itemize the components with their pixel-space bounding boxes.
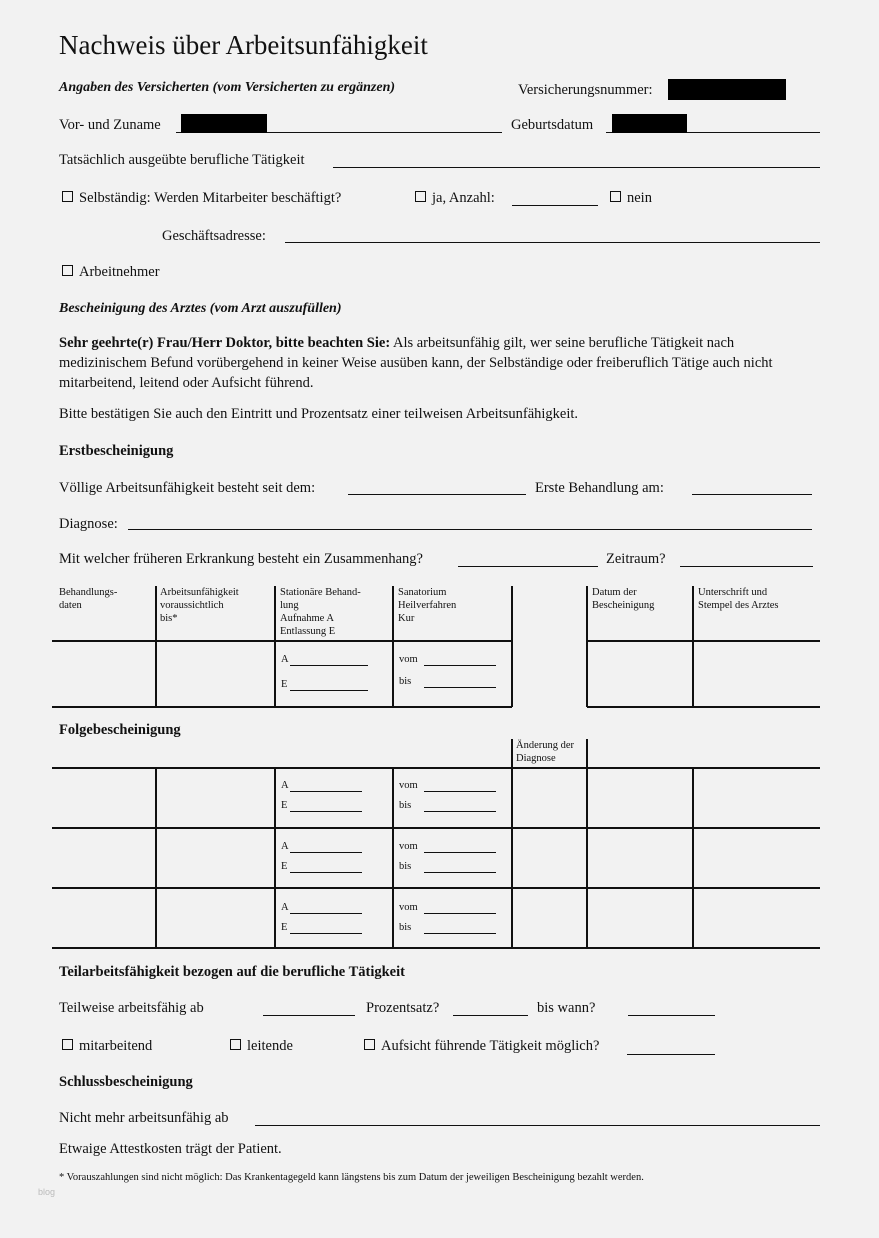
period-label: Zeitraum? (606, 551, 666, 567)
discharge-field[interactable] (290, 933, 362, 934)
diagnosis-label: Diagnose: (59, 516, 118, 532)
no-longer-label: Nicht mehr arbeitsunfähig ab (59, 1110, 229, 1126)
table-col-divider (586, 739, 588, 948)
table-rule (52, 640, 512, 642)
admission-field[interactable] (290, 791, 362, 792)
percentage-field[interactable] (453, 1015, 528, 1016)
full-incapacity-label: Völlige Arbeitsunfähigkeit besteht seit dem: (59, 480, 316, 496)
admission-label: A (281, 780, 289, 791)
table-col-divider (155, 586, 157, 707)
admission-label: A (281, 654, 289, 665)
from-label: vom (399, 780, 418, 791)
to-label: bis (399, 800, 412, 811)
discharge-label: E (281, 679, 288, 690)
table-rule (52, 827, 820, 829)
footnote: * Vorauszahlungen sind nicht möglich: Das Krankentagegeld kann längstens bis zum Datum der jeweiligen Bescheinigung bezahlt werden. (59, 1172, 644, 1183)
col-treatment-dates: Behandlungs- daten (59, 587, 118, 611)
insured-section-heading: Angaben des Versicherten (vom Versicherten zu ergänzen) (59, 80, 396, 95)
confirm-text: Bitte bestätigen Sie auch den Eintritt und Prozentsatz einer teilweisen Arbeitsunfähigkeit. (59, 406, 579, 422)
occupation-field[interactable] (333, 167, 820, 168)
supervising-label: Aufsicht führende Tätigkeit möglich? (381, 1038, 600, 1054)
full-incapacity-date-field[interactable] (348, 494, 526, 495)
from-field[interactable] (424, 913, 496, 914)
table-col-divider (511, 739, 513, 948)
to-label: bis (399, 922, 412, 933)
final-cert-heading: Schlussbescheinigung (59, 1074, 193, 1090)
to-field[interactable] (424, 687, 496, 688)
until-field[interactable] (628, 1015, 715, 1016)
name-label: Vor- und Zuname (59, 117, 161, 133)
discharge-label: E (281, 861, 288, 872)
from-label: vom (399, 841, 418, 852)
admission-label: A (281, 841, 289, 852)
selfemployed-label: Selbständig: Werden Mitarbeiter beschäftigt? (79, 190, 342, 206)
partial-fit-label: Teilweise arbeitsfähig ab (59, 1000, 204, 1016)
discharge-field[interactable] (290, 690, 368, 691)
business-address-field[interactable] (285, 242, 820, 243)
first-cert-heading: Erstbescheinigung (59, 443, 174, 459)
table-col-divider (274, 767, 276, 948)
col-cert-date: Datum der Bescheinigung (592, 587, 655, 611)
to-field[interactable] (424, 872, 496, 873)
page-title: Nachweis über Arbeitsunfähigkeit (59, 30, 428, 60)
doctor-section-heading: Bescheinigung des Arztes (vom Arzt auszufüllen) (59, 301, 342, 316)
business-address-label: Geschäftsadresse: (162, 228, 266, 244)
admission-field[interactable] (290, 852, 362, 853)
col-diagnosis-change: Änderung der Diagnose (516, 740, 575, 764)
table-col-divider (155, 767, 157, 948)
doctor-notice-bold: Sehr geehrte(r) Frau/Herr Doktor, bitte beachten Sie: (59, 335, 391, 351)
admission-field[interactable] (290, 913, 362, 914)
no-label: nein (627, 190, 652, 206)
col-signature: Unterschrift und Stempel des Arztes (698, 587, 779, 611)
yes-checkbox[interactable] (415, 191, 426, 202)
to-label: bis (399, 861, 412, 872)
follow-cert-heading: Folgebescheinigung (59, 722, 181, 738)
from-label: vom (399, 902, 418, 913)
birthdate-redacted (612, 114, 687, 133)
cooperating-checkbox[interactable] (62, 1039, 73, 1050)
period-field[interactable] (680, 566, 813, 567)
employee-checkbox[interactable] (62, 265, 73, 276)
from-field[interactable] (424, 665, 496, 666)
cooperating-label: mitarbeitend (79, 1038, 153, 1054)
supervising-field[interactable] (627, 1054, 715, 1055)
from-field[interactable] (424, 791, 496, 792)
col-sanatorium: Sanatorium Heilverfahren Kur (398, 587, 457, 624)
partial-heading: Teilarbeitsfähigkeit bezogen auf die berufliche Tätigkeit (59, 964, 405, 980)
to-field[interactable] (424, 933, 496, 934)
table-rule (52, 887, 820, 889)
from-field[interactable] (424, 852, 496, 853)
table-col-divider (511, 586, 513, 707)
first-treatment-date-field[interactable] (692, 494, 812, 495)
col-incapacity-until: Arbeitsunfähigkeit voraussichtlich bis* (160, 587, 239, 624)
watermark: blog (38, 1187, 56, 1197)
discharge-field[interactable] (290, 811, 362, 812)
table-rule (587, 706, 820, 708)
first-treatment-label: Erste Behandlung am: (535, 480, 664, 496)
occupation-label: Tatsächlich ausgeübte berufliche Tätigkeit (59, 152, 305, 168)
doctor-notice-text: Als arbeitsunfähig gilt, wer seine berufliche Tätigkeit nach medizinischem Befund vorübergehend in keiner Weise ausüben kann, der Selbständige oder freiberuflich Tätige auch nicht mitarbeitend, leitend oder Aufsicht führend. (59, 335, 773, 391)
table-rule (52, 947, 820, 949)
to-label: bis (399, 676, 412, 687)
employee-count-field[interactable] (512, 205, 598, 206)
table-col-divider (586, 586, 588, 707)
prior-illness-field[interactable] (458, 566, 598, 567)
table-col-divider (274, 586, 276, 707)
leading-label: leitende (247, 1038, 293, 1054)
table-col-divider (692, 586, 694, 707)
table-col-divider (392, 586, 394, 707)
insurance-number-redacted (668, 79, 786, 100)
admission-field[interactable] (290, 665, 368, 666)
insurance-number-label: Versicherungsnummer: (518, 82, 653, 98)
diagnosis-field[interactable] (128, 529, 812, 530)
table-col-divider (692, 767, 694, 948)
discharge-field[interactable] (290, 872, 362, 873)
discharge-label: E (281, 922, 288, 933)
partial-fit-date-field[interactable] (263, 1015, 355, 1016)
prior-illness-label: Mit welcher früheren Erkrankung besteht ein Zusammenhang? (59, 551, 423, 567)
col-inpatient: Stationäre Behand- lung Aufnahme A Entlassung E (280, 587, 361, 637)
yes-count-label: ja, Anzahl: (432, 190, 495, 206)
table-col-divider (392, 767, 394, 948)
table-rule (52, 706, 512, 708)
to-field[interactable] (424, 811, 496, 812)
from-label: vom (399, 654, 418, 665)
discharge-label: E (281, 800, 288, 811)
table-rule (587, 640, 820, 642)
no-longer-date-field[interactable] (255, 1125, 820, 1126)
no-checkbox[interactable] (610, 191, 621, 202)
birthdate-label: Geburtsdatum (511, 117, 594, 133)
supervising-checkbox[interactable] (364, 1039, 375, 1050)
leading-checkbox[interactable] (230, 1039, 241, 1050)
doctor-notice (59, 333, 819, 393)
employee-label: Arbeitnehmer (79, 264, 160, 280)
admission-label: A (281, 902, 289, 913)
table-rule (52, 767, 820, 769)
costs-text: Etwaige Attestkosten trägt der Patient. (59, 1141, 282, 1157)
selfemployed-checkbox[interactable] (62, 191, 73, 202)
until-label: bis wann? (537, 1000, 596, 1016)
percentage-label: Prozentsatz? (366, 1000, 440, 1016)
name-redacted (181, 114, 267, 133)
